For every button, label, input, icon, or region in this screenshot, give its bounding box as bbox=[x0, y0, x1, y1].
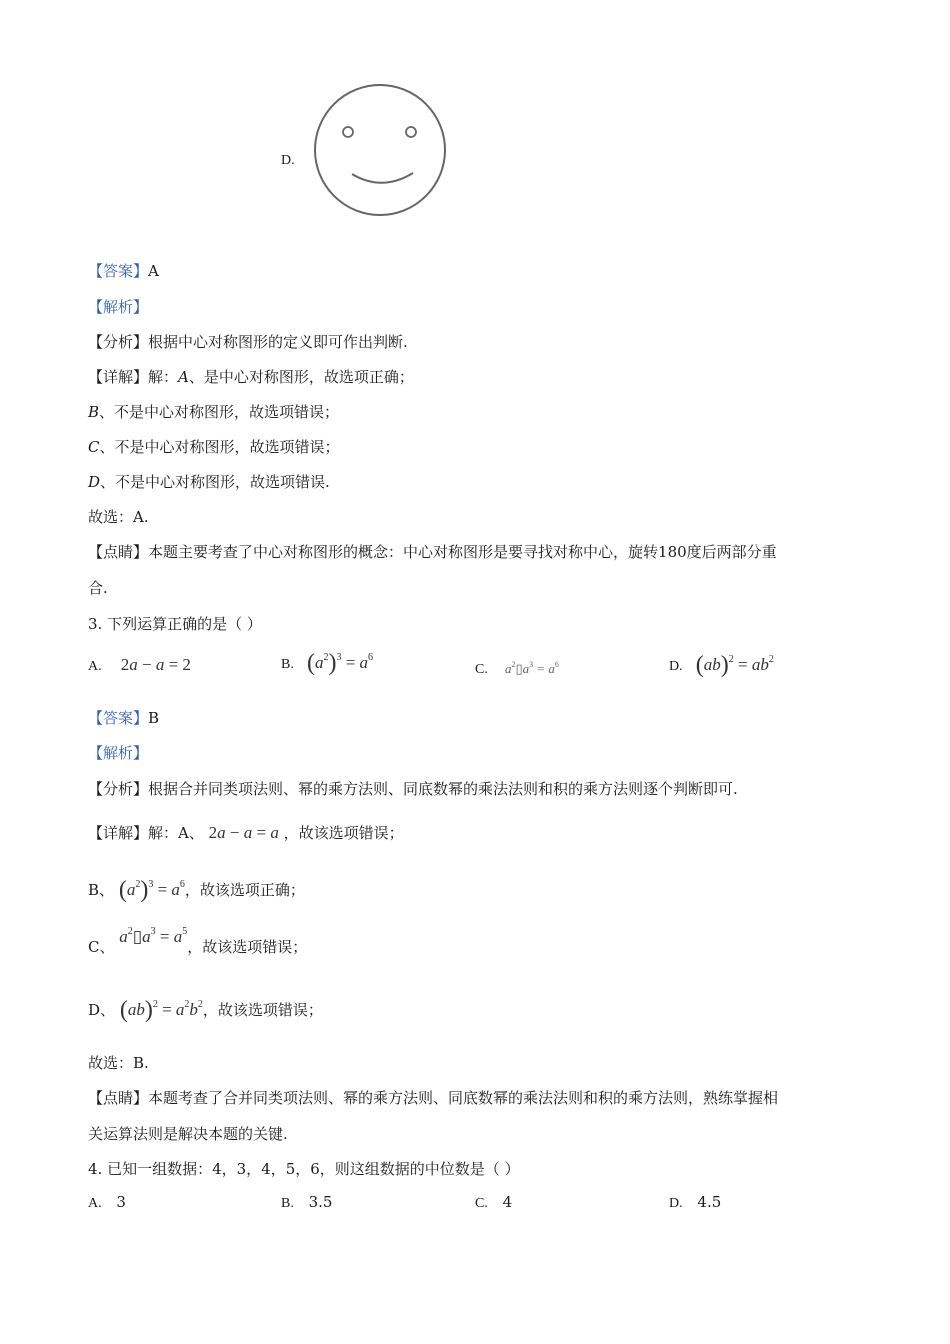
answer-tag: 【答案】 bbox=[88, 262, 149, 280]
q2-line-b bbox=[88, 401, 339, 422]
q2-dianjing-line2: 合. bbox=[88, 579, 108, 597]
line-b-text: 、不是中心对称图形，故选项错误； bbox=[99, 403, 340, 421]
letter-b: B bbox=[88, 403, 100, 421]
xiangjie-prefix: 解：A、 bbox=[148, 824, 204, 842]
q4-option-b bbox=[281, 1193, 332, 1212]
q3-detail-b-formula: $(a^2)^3 = a^6$ bbox=[118, 877, 185, 903]
q4-opt-c-label: C. bbox=[475, 1196, 488, 1211]
xiangjie-prefix: 解： bbox=[148, 368, 179, 386]
q2-analysis-tag: 【解析】 bbox=[88, 298, 149, 316]
fenxi-tag: 【分析】 bbox=[88, 780, 149, 798]
c-prefix: C、 bbox=[88, 938, 115, 956]
q3-stem: 3. 下列运算正确的是（ ） bbox=[88, 615, 262, 633]
q3-option-a bbox=[88, 655, 191, 675]
q4-option-a bbox=[88, 1193, 126, 1212]
q3-opt-d-label: D. bbox=[669, 659, 683, 674]
smiley-face-figure bbox=[310, 82, 450, 218]
q2-line-d bbox=[88, 471, 330, 492]
q4-option-c bbox=[475, 1193, 512, 1212]
fenxi-tag: 【分析】 bbox=[88, 333, 149, 351]
answer-tag: 【答案】 bbox=[88, 709, 149, 727]
q3-answer-line bbox=[88, 707, 159, 728]
q4-stem: 4. 已知一组数据：4，3，4，5，6，则这组数据的中位数是（ ） bbox=[88, 1160, 520, 1178]
q2-xiangjie-line bbox=[88, 366, 414, 387]
answer-value: A bbox=[148, 262, 159, 280]
dianjing-tag: 【点睛】 bbox=[88, 1089, 149, 1107]
q3-opt-d-formula: $(ab)^2 = ab^2$ bbox=[695, 652, 774, 678]
q4-opt-a-value: 3 bbox=[116, 1193, 126, 1211]
q3-dianjing-line2: 关运算法则是解决本题的关键. bbox=[88, 1125, 288, 1143]
q3-option-d bbox=[669, 650, 774, 677]
q3-detail-c-formula: $a^2▯a^3 = a^5$ bbox=[119, 926, 188, 946]
q2-line-c bbox=[88, 436, 340, 457]
q3-dianjing-line bbox=[88, 1087, 778, 1108]
letter-a: A bbox=[178, 368, 189, 386]
q3-xiangjie-line bbox=[88, 822, 404, 843]
q3-opt-b-label: B. bbox=[281, 657, 294, 672]
letter-d: D bbox=[88, 473, 101, 491]
q3-fenxi-line bbox=[88, 778, 738, 799]
q3-detail-a-formula: 2a − a = a bbox=[208, 823, 279, 842]
xiangjie-tag: 【详解】 bbox=[88, 368, 149, 386]
q2-option-d-label: D. bbox=[281, 153, 295, 168]
q3-analysis-tag: 【解析】 bbox=[88, 744, 149, 762]
q3-detail-d-line bbox=[88, 995, 323, 1022]
q4-opt-c-value: 4 bbox=[502, 1193, 513, 1211]
fenxi-text: 根据中心对称图形的定义即可作出判断. bbox=[148, 333, 408, 351]
q3-option-c bbox=[475, 658, 559, 678]
dianjing-text: 本题考查了合并同类项法则、幂的乘方法则、同底数幂的乘法法则和积的乘方法则，熟练掌握相 bbox=[148, 1089, 779, 1107]
xiangjie-a-suffix: ，故该选项错误； bbox=[283, 824, 404, 842]
q4-opt-a-label: A. bbox=[88, 1196, 102, 1211]
q2-dianjing-line bbox=[88, 541, 777, 562]
q4-opt-d-label: D. bbox=[669, 1196, 683, 1211]
q4-option-d bbox=[669, 1193, 721, 1212]
q3-option-b bbox=[281, 648, 373, 675]
q2-answer-line bbox=[88, 260, 159, 281]
q3-opt-a-formula: 2a − a = 2 bbox=[120, 655, 191, 674]
answer-value: B bbox=[148, 709, 160, 727]
q3-detail-c-line bbox=[88, 926, 308, 957]
d-prefix: D、 bbox=[88, 1001, 116, 1019]
line-c-text: 、不是中心对称图形，故选项错误； bbox=[99, 438, 340, 456]
q4-opt-b-value: 3.5 bbox=[308, 1193, 333, 1211]
b-suffix: ，故该选项正确； bbox=[184, 881, 305, 899]
c-suffix: ，故该选项错误； bbox=[187, 938, 308, 956]
q2-choose: 故选：A. bbox=[88, 508, 149, 526]
q4-opt-d-value: 4.5 bbox=[697, 1193, 722, 1211]
q3-choose: 故选：B. bbox=[88, 1054, 149, 1072]
q3-opt-c-label: C. bbox=[475, 662, 488, 677]
xiangjie-tag: 【详解】 bbox=[88, 824, 149, 842]
q3-detail-b-line bbox=[88, 875, 305, 902]
q3-detail-d-formula: $(ab)^2 = a^2b^2$ bbox=[119, 997, 203, 1023]
line-d-text: 、不是中心对称图形，故选项错误. bbox=[100, 473, 330, 491]
fenxi-text: 根据合并同类项法则、幂的乘方法则、同底数幂的乘法法则和积的乘方法则逐个判断即可. bbox=[148, 780, 738, 798]
q3-opt-c-formula: $a^2▯a^3 = a^6$ bbox=[504, 660, 559, 676]
q2-fenxi-line bbox=[88, 331, 408, 352]
q3-opt-a-label: A. bbox=[88, 659, 102, 674]
q3-opt-b-formula: $(a^2)^3 = a^6$ bbox=[306, 650, 374, 676]
dianjing-text: 本题主要考查了中心对称图形的概念：中心对称图形是要寻找对称中心，旋转180度后两部分重 bbox=[148, 543, 777, 561]
letter-c: C bbox=[88, 438, 100, 456]
dianjing-tag: 【点睛】 bbox=[88, 543, 149, 561]
line-a-text: 、是中心对称图形，故选项正确； bbox=[188, 368, 414, 386]
q4-opt-b-label: B. bbox=[281, 1196, 294, 1211]
b-prefix: B、 bbox=[88, 881, 115, 899]
d-suffix: ，故该选项错误； bbox=[202, 1001, 323, 1019]
